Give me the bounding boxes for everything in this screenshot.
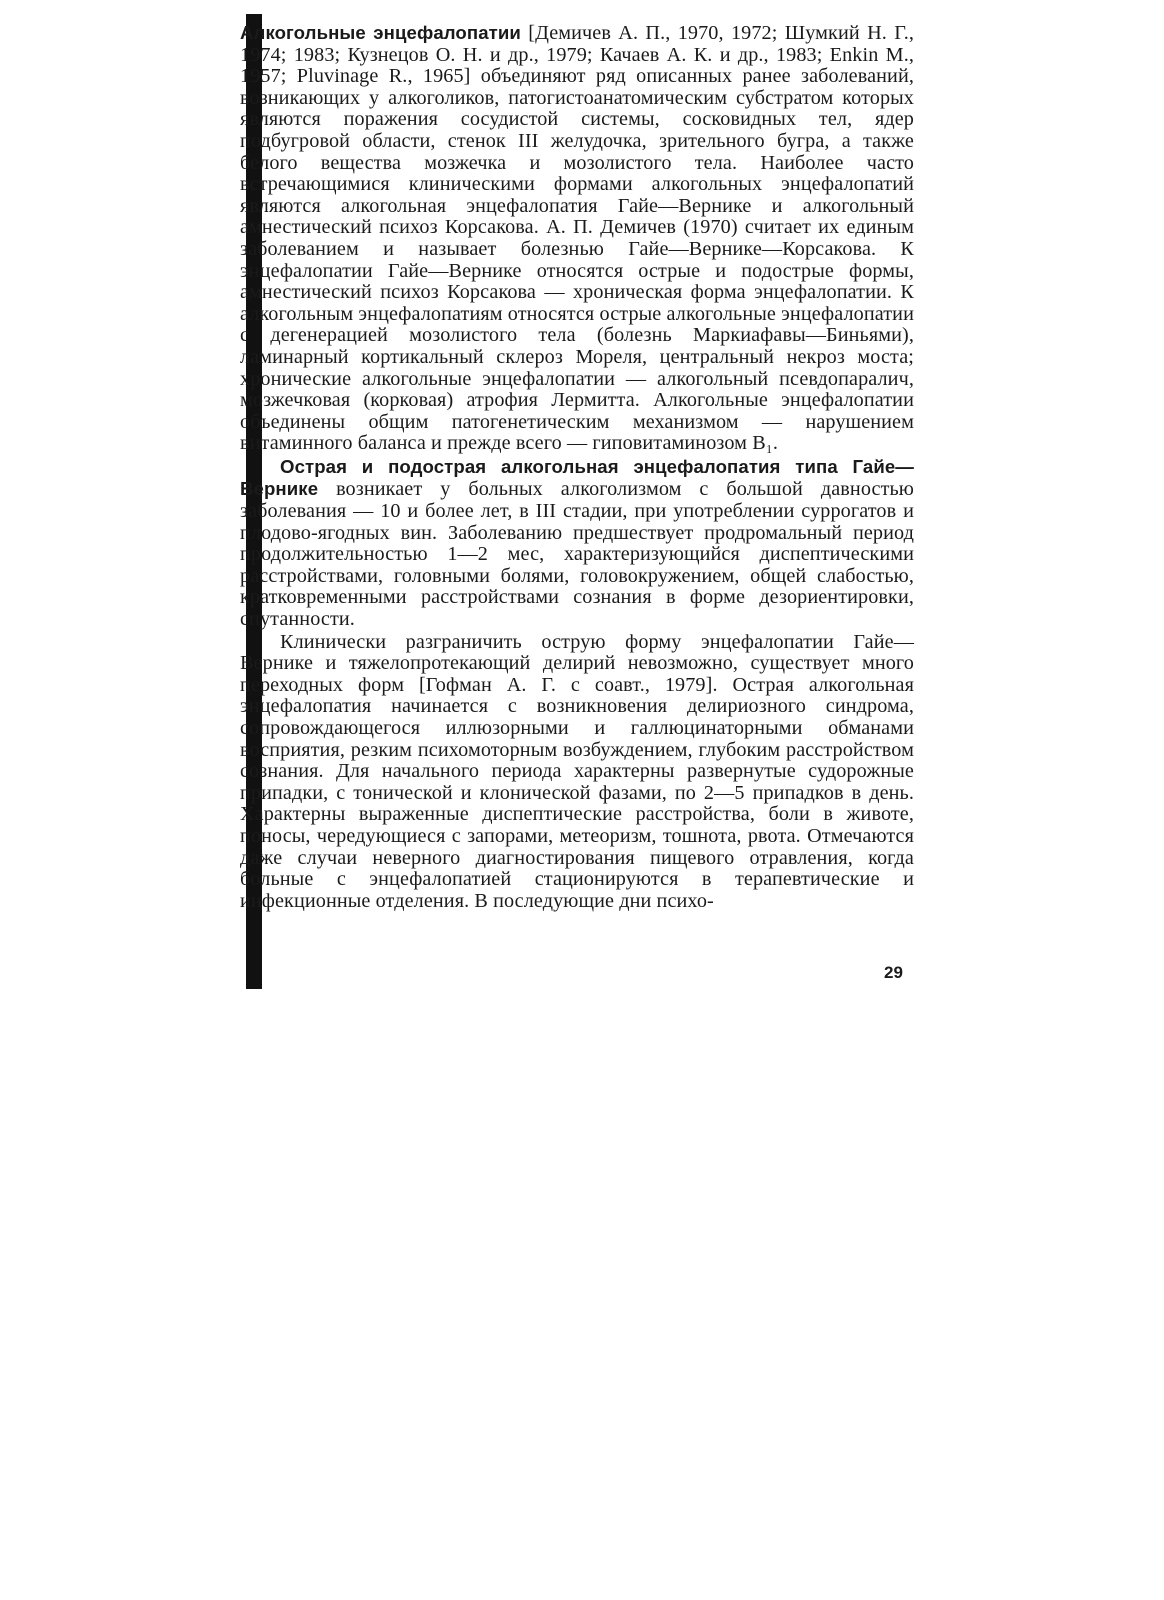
page-number: 29 — [884, 963, 903, 982]
paragraph-gayet-wernicke — [240, 456, 914, 631]
paragraph-text: Клинически разграничить острую форму энцефалопатии Гайе—Вернике и тяжелопротекающий делирий невозможно, существует много переходных форм [Гофман А. Г. с соавт., 1979]. Острая алкогольная энцефалопатия начинается с возникновения делириозного синдрома, сопровождающегося иллюзорными и галлюцинаторными обманами восприятия, резким психомоторным возбуждением, глубоким расстройством сознания. Для начального периода характерны развернутые судорожные припадки, с тонической и клонической фазами, по 2—5 припадков в день. Характерны выраженные диспептические расстройства, боли в животе, поносы, чередующиеся с запорами, метеоризм, тошнота, рвота. Отмечаются даже случаи неверного диагностирования пищевого отравления, когда больные с энцефалопатией стационируются в терапевтические и инфекционные отделения. В последующие дни психо- — [240, 630, 914, 912]
page-body — [240, 22, 914, 912]
paragraph-clinical-differentiation — [240, 632, 914, 913]
paragraph-text: возникает у больных алкоголизмом с большой давностью заболевания — 10 и более лет, в III стадии, при употреблении суррогатов и плодово-ягодных вин. Заболеванию предшествует продромальный период продолжительностью 1—2 мес, характеризующийся диспептическими расстройствами, головными болями, головокружением, общей слабостью, кратковременными расстройствами сознания в форме дезориентировки, спутанности. — [240, 478, 914, 631]
paragraph-lead: Алкогольные энцефалопатии — [240, 22, 521, 43]
paragraph-encephalopathies — [240, 22, 914, 455]
paragraph-lead: Острая и подострая алкогольная энцефалопатия типа Гайе—Вернике — [240, 455, 914, 500]
paragraph-text: [Демичев А. П., 1970, 1972; Шумкий Н. Г., 1974; 1983; Кузнецов О. Н. и др., 1979; Качаев А. К. и др., 1983; Enkin M., 1957; Pluvinage R., 1965] объединяют ряд описанных ранее заболеваний, возникающих у алкоголиков, патогистоанатомическим субстратом которых являются поражения сосудистой системы, сосковидных тел, ядер подбугровой области, стенок III желудочка, зрительного бугра, а также белого вещества мозжечка и мозолистого тела. Наиболее часто встречающимися клиническими формами алкогольных энцефалопатий являются алкогольная энцефалопатия Гайе—Вернике и алкогольный амнестический психоз Корсакова. А. П. Демичев (1970) считает их единым заболеванием и называет болезнью Гайе—Вернике—Корсакова. К энцефалопатии Гайе—Вернике относятся острые и подострые формы, амнестический психоз Корсакова — хроническая форма энцефалопатии. К алкогольным энцефалопатиям относятся острые алкогольные энцефалопатии с дегенерацией мозолистого тела (болезнь Маркиафавы—Биньями), ламинарный кортикальный склероз Мореля, центральный некроз моста; хронические алкогольные энцефалопатии — алкогольный псевдопаралич, мозжечковая (корковая) атрофия Лермитта. Алкогольные энцефалопатии объединены общим патогенетическим механизмом — нарушением витаминного баланса и прежде всего — гиповитаминозом B₁. — [240, 22, 914, 455]
